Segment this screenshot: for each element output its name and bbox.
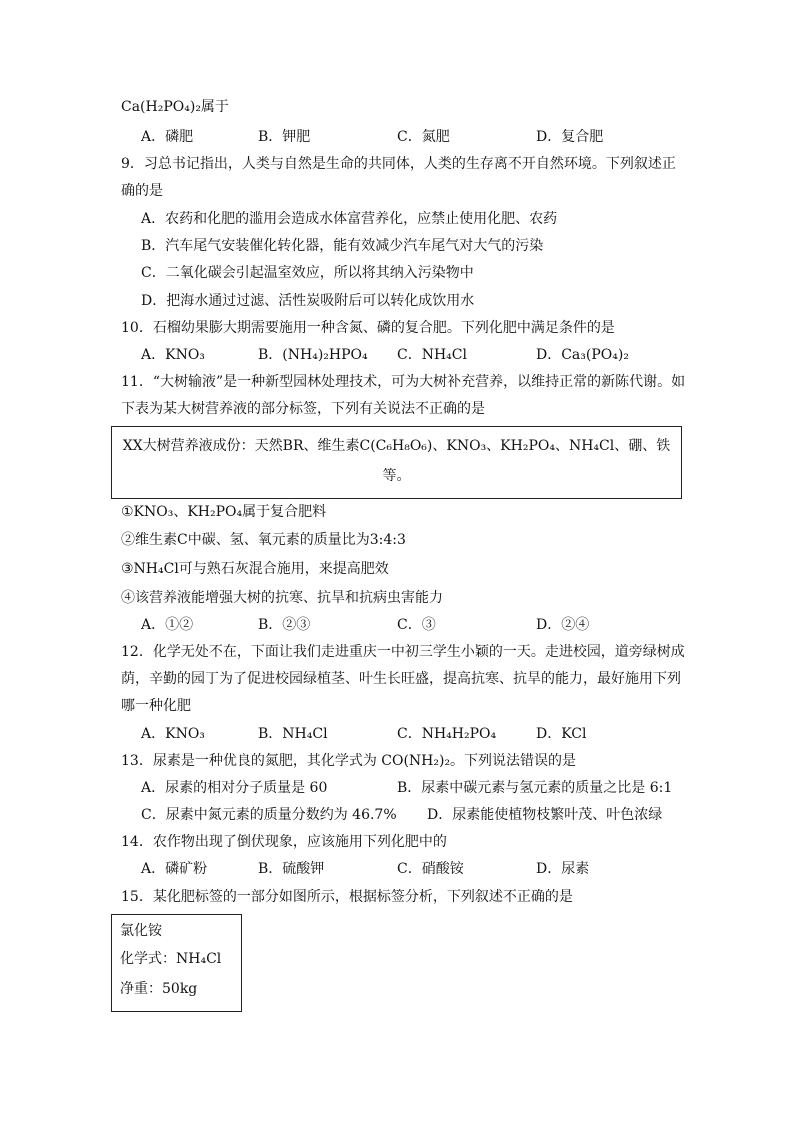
q8-option-a[interactable]: A．磷肥 bbox=[141, 129, 194, 145]
q12-option-c[interactable]: C．NH₄H₂PO₄ bbox=[397, 726, 497, 742]
q11-option-a[interactable]: A．①② bbox=[141, 617, 194, 633]
q13-option-a[interactable]: A．尿素的相对分子质量是 60 bbox=[141, 780, 328, 796]
q8-option-d[interactable]: D．复合肥 bbox=[536, 129, 604, 145]
q9-stem-cont: 确的是 bbox=[121, 183, 163, 199]
q12-stem-cont2: 哪一种化肥 bbox=[121, 698, 191, 714]
q15-label-name: 氯化铵 bbox=[120, 923, 162, 939]
q11-option-c[interactable]: C．③ bbox=[397, 617, 436, 633]
q13-stem: 13．尿素是一种优良的氮肥，其化学式为 CO(NH₂)₂。下列说法错误的是 bbox=[121, 753, 577, 769]
q8-stem-tail: Ca(H₂PO₄)₂属于 bbox=[121, 99, 229, 115]
q11-label-line1: XX大树营养液成份：天然BR、维生素C(C₆H₈O₆)、KNO₃、KH₂PO₄、NH₄Cl、硼、铁 bbox=[122, 438, 671, 454]
q13-option-c[interactable]: C．尿素中氮元素的质量分数约为 46.7% bbox=[141, 807, 397, 823]
q10-option-a[interactable]: A．KNO₃ bbox=[141, 347, 205, 363]
q12-option-d[interactable]: D．KCl bbox=[536, 726, 587, 742]
q11-stem-cont: 下表为某大树营养液的部分标签，下列有关说法不正确的是 bbox=[121, 401, 485, 417]
q10-option-b[interactable]: B．(NH₄)₂HPO₄ bbox=[258, 347, 368, 363]
q14-option-b[interactable]: B．硫酸钾 bbox=[258, 861, 325, 877]
q10-stem: 10．石榴幼果膨大期需要施用一种含氮、磷的复合肥。下列化肥中满足条件的是 bbox=[121, 320, 615, 336]
q11-option-b[interactable]: B．②③ bbox=[258, 617, 311, 633]
q11-statement-3: ③NH₄Cl可与熟石灰混合施用，来提高肥效 bbox=[121, 561, 389, 577]
q8-option-c[interactable]: C．氮肥 bbox=[397, 129, 450, 145]
q9-option-d[interactable]: D．把海水通过过滤、活性炭吸附后可以转化成饮用水 bbox=[141, 293, 475, 309]
q10-option-c[interactable]: C．NH₄Cl bbox=[397, 347, 467, 363]
q12-stem-cont1: 荫，辛勤的园丁为了促进校园绿植茎、叶生长旺盛，提高抗寒、抗旱的能力，最好施用下列 bbox=[121, 671, 681, 687]
q11-statement-2: ②维生素C中碳、氢、氧元素的质量比为3:4:3 bbox=[121, 532, 406, 548]
q14-option-d[interactable]: D．尿素 bbox=[536, 861, 590, 877]
q9-option-a[interactable]: A．农药和化肥的滥用会造成水体富营养化，应禁止使用化肥、农药 bbox=[141, 211, 558, 227]
q12-option-b[interactable]: B．NH₄Cl bbox=[258, 726, 328, 742]
q11-label-line2: 等。 bbox=[382, 468, 411, 484]
q8-option-b[interactable]: B．钾肥 bbox=[258, 129, 311, 145]
q14-option-c[interactable]: C．硝酸铵 bbox=[397, 861, 464, 877]
q10-option-d[interactable]: D．Ca₃(PO₄)₂ bbox=[536, 347, 629, 363]
q12-stem: 12．化学无处不在，下面让我们走进重庆一中初三学生小颖的一天。走进校园，道旁绿树成 bbox=[121, 644, 685, 660]
q14-stem: 14．农作物出现了倒伏现象，应该施用下列化肥中的 bbox=[121, 834, 447, 850]
q15-stem: 15．某化肥标签的一部分如图所示，根据标签分析，下列叙述不正确的是 bbox=[121, 889, 573, 905]
q11-option-d[interactable]: D．②④ bbox=[536, 617, 590, 633]
q11-statement-1: ①KNO₃、KH₂PO₄属于复合肥料 bbox=[121, 504, 327, 520]
q13-option-b[interactable]: B．尿素中碳元素与氢元素的质量之比是 6:1 bbox=[397, 780, 673, 796]
q12-option-a[interactable]: A．KNO₃ bbox=[141, 726, 205, 742]
q11-stem: 11．“大树输液”是一种新型园林处理技术，可为大树补充营养，以维持正常的新陈代谢。如 bbox=[121, 374, 686, 390]
q9-option-b[interactable]: B．汽车尾气安装催化转化器，能有效减少汽车尾气对大气的污染 bbox=[141, 238, 544, 254]
q11-statement-4: ④该营养液能增强大树的抗寒、抗旱和抗病虫害能力 bbox=[121, 590, 443, 606]
q14-option-a[interactable]: A．磷矿粉 bbox=[141, 861, 208, 877]
q11-label-box bbox=[111, 426, 682, 499]
q9-stem: 9．习总书记指出，人类与自然是生命的共同体，人类的生存离不开自然环境。下列叙述正 bbox=[121, 156, 676, 172]
q15-label-formula: 化学式：NH₄Cl bbox=[120, 951, 222, 967]
q15-label-box bbox=[111, 914, 242, 1012]
q15-label-weight: 净重：50kg bbox=[120, 981, 198, 997]
q13-option-d[interactable]: D．尿素能使植物枝繁叶茂、叶色浓绿 bbox=[427, 807, 663, 823]
q9-option-c[interactable]: C．二氧化碳会引起温室效应，所以将其纳入污染物中 bbox=[141, 265, 474, 281]
